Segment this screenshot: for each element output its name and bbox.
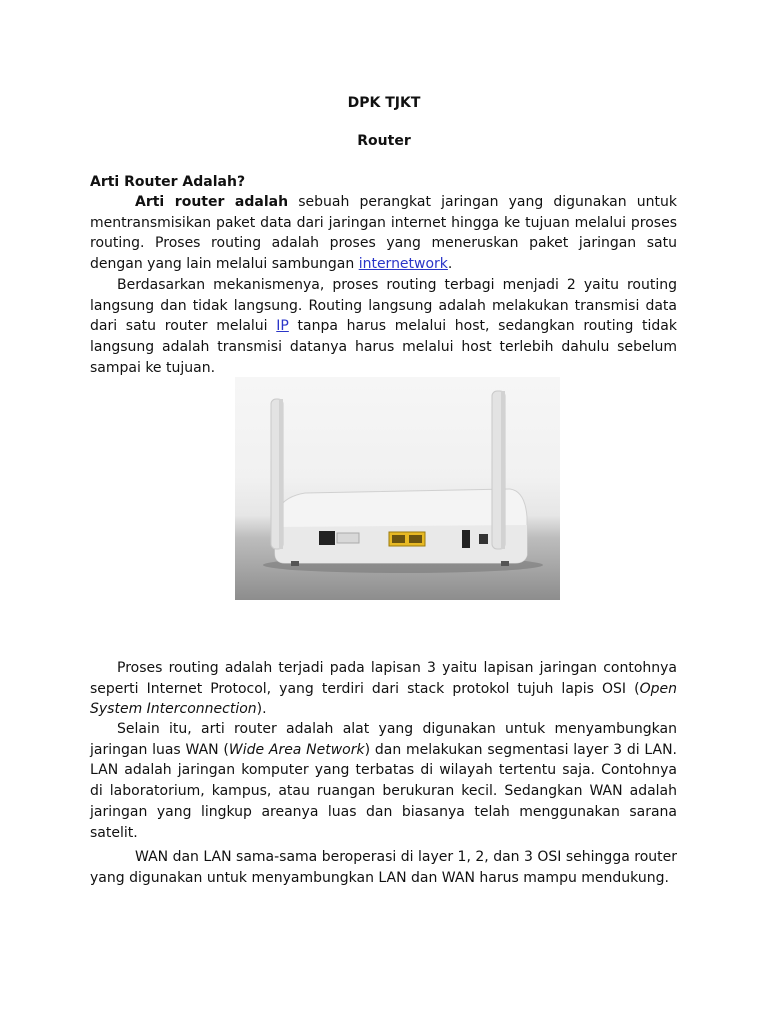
paragraph-4-italic: Wide Area Network	[228, 741, 365, 758]
paragraph-1	[90, 192, 677, 275]
internetwork-link[interactable]: internetwork	[358, 256, 448, 273]
paragraph-4-text-2: ) dan melakukan segmentasi layer 3 di LAN. LAN adalah jaringan komputer yang terbatas di wilayah tertentu saja. Contohnya di laboratorium, kampus, atau ruangan berukuran kecil. Sedangkan WAN adalah jaringan yang lingkup areanya luas dan biasanya telah menggunakan sarana satelit.	[90, 741, 677, 841]
document-title: DPK TJKT	[347, 95, 421, 111]
ip-link[interactable]: IP	[276, 318, 289, 335]
paragraph-3-text-2: ).	[256, 701, 267, 718]
paragraph-5: WAN dan LAN sama-sama beroperasi di layer 1, 2, dan 3 OSI sehingga router yang digunakan untuk menyambungkan LAN dan WAN harus mampu mendukung.	[90, 849, 677, 886]
paragraph-4-text-1: Selain itu, arti router adalah alat yang digunakan untuk menyambungkan jaringan luas WAN (	[90, 721, 677, 758]
paragraph-1-text: sebuah perangkat jaringan yang digunakan untuk mentransmisikan paket data dari jaringan internet hingga ke tujuan melalui proses routing. Proses routing adalah proses yang meneruskan paket jaringan satu dengan yang lain melalui sambungan	[90, 194, 677, 273]
paragraph-2	[90, 275, 677, 379]
paragraph-4	[90, 719, 677, 843]
paragraph-1-bold: Arti router adalah	[135, 194, 289, 210]
paragraph-3-italic: Open System Interconnection	[90, 680, 677, 718]
section-heading: Arti Router Adalah?	[90, 174, 246, 190]
paragraph-2-text-2: tanpa harus melalui host, sedangkan routing tidak langsung adalah transmisi datanya harus melalui host terlebih dahulu sebelum sampai ke tujuan.	[90, 318, 677, 376]
paragraph-2-text-1: Berdasarkan mekanismenya, proses routing terbagi menjadi 2 yaitu routing langsung dan tidak langsung. Routing langsung adalah melakukan transmisi data dari satu router melalui	[90, 277, 677, 335]
paragraph-3-text-1: Proses routing adalah terjadi pada lapisan 3 yaitu lapisan jaringan contohnya seperti Internet Protocol, yang terdiri dari stack protokol tujuh lapis OSI (	[90, 660, 677, 697]
paragraph-1-end: .	[447, 256, 453, 273]
router-photo	[235, 377, 560, 600]
paragraph-3	[90, 658, 677, 720]
router-illustration	[235, 377, 560, 600]
document-subtitle: Router	[357, 133, 411, 149]
